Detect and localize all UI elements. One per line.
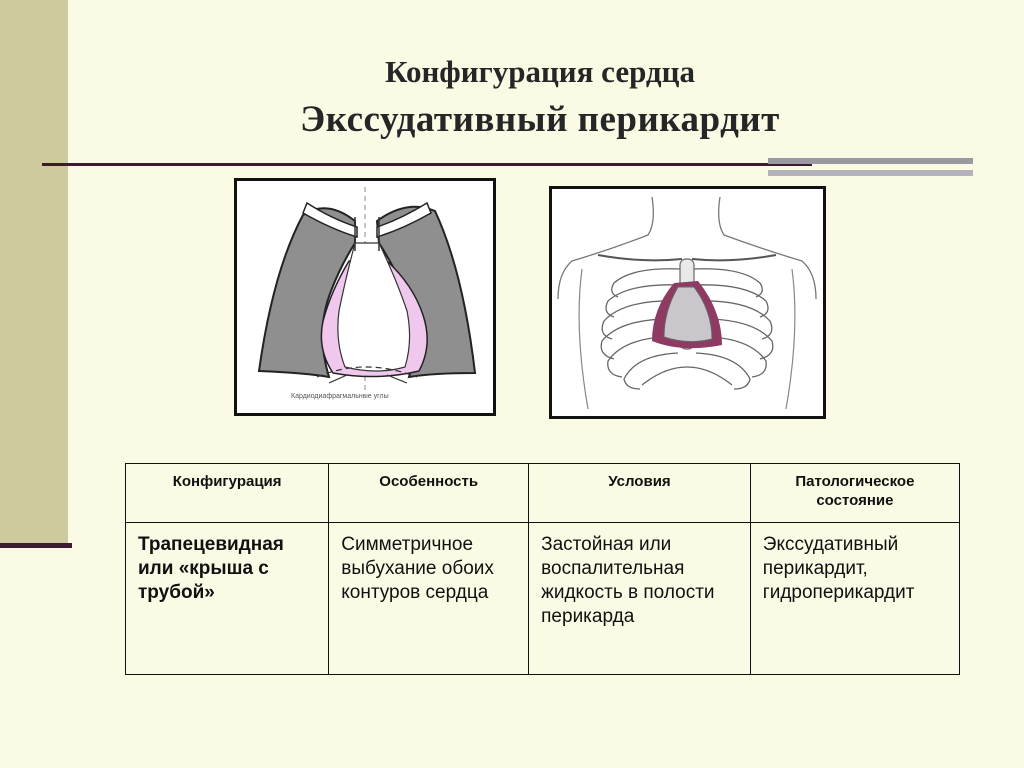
xray-schematic-figure <box>234 178 496 416</box>
divider-accent-top <box>768 158 973 164</box>
divider-accent-bottom <box>768 170 973 176</box>
table-header-row <box>126 464 960 523</box>
title-line-1: Конфигурация сердца <box>385 54 695 89</box>
figure1-caption: Кардиодиафрагмальные углы <box>291 393 389 400</box>
left-decor-band <box>0 0 68 548</box>
slide-title <box>160 50 920 146</box>
thorax-illustration-figure <box>549 186 826 419</box>
table-cell-configuration: Трапецевидная или «крыша с трубой» <box>126 523 329 675</box>
xray-schematic-drawing <box>237 181 493 413</box>
title-divider <box>42 163 812 166</box>
table-cell-feature: Симметричное выбухание обоих контуров сердца <box>329 523 529 675</box>
table-header-cell: Условия <box>529 464 751 523</box>
configuration-table <box>125 463 960 675</box>
table-header-cell: Конфигурация <box>126 464 329 523</box>
table-header-cell: Патологическое состояние <box>750 464 959 523</box>
table-cell-conditions: Застойная или воспалительная жидкость в полости перикарда <box>529 523 751 675</box>
title-line-2: Экссудативный перикардит <box>300 99 780 140</box>
table-header-cell: Особенность <box>329 464 529 523</box>
left-decor-line <box>0 543 72 548</box>
table-row <box>126 523 960 675</box>
thorax-drawing <box>552 189 823 416</box>
table-cell-pathology: Экссудативный перикардит, гидроперикардит <box>750 523 959 675</box>
